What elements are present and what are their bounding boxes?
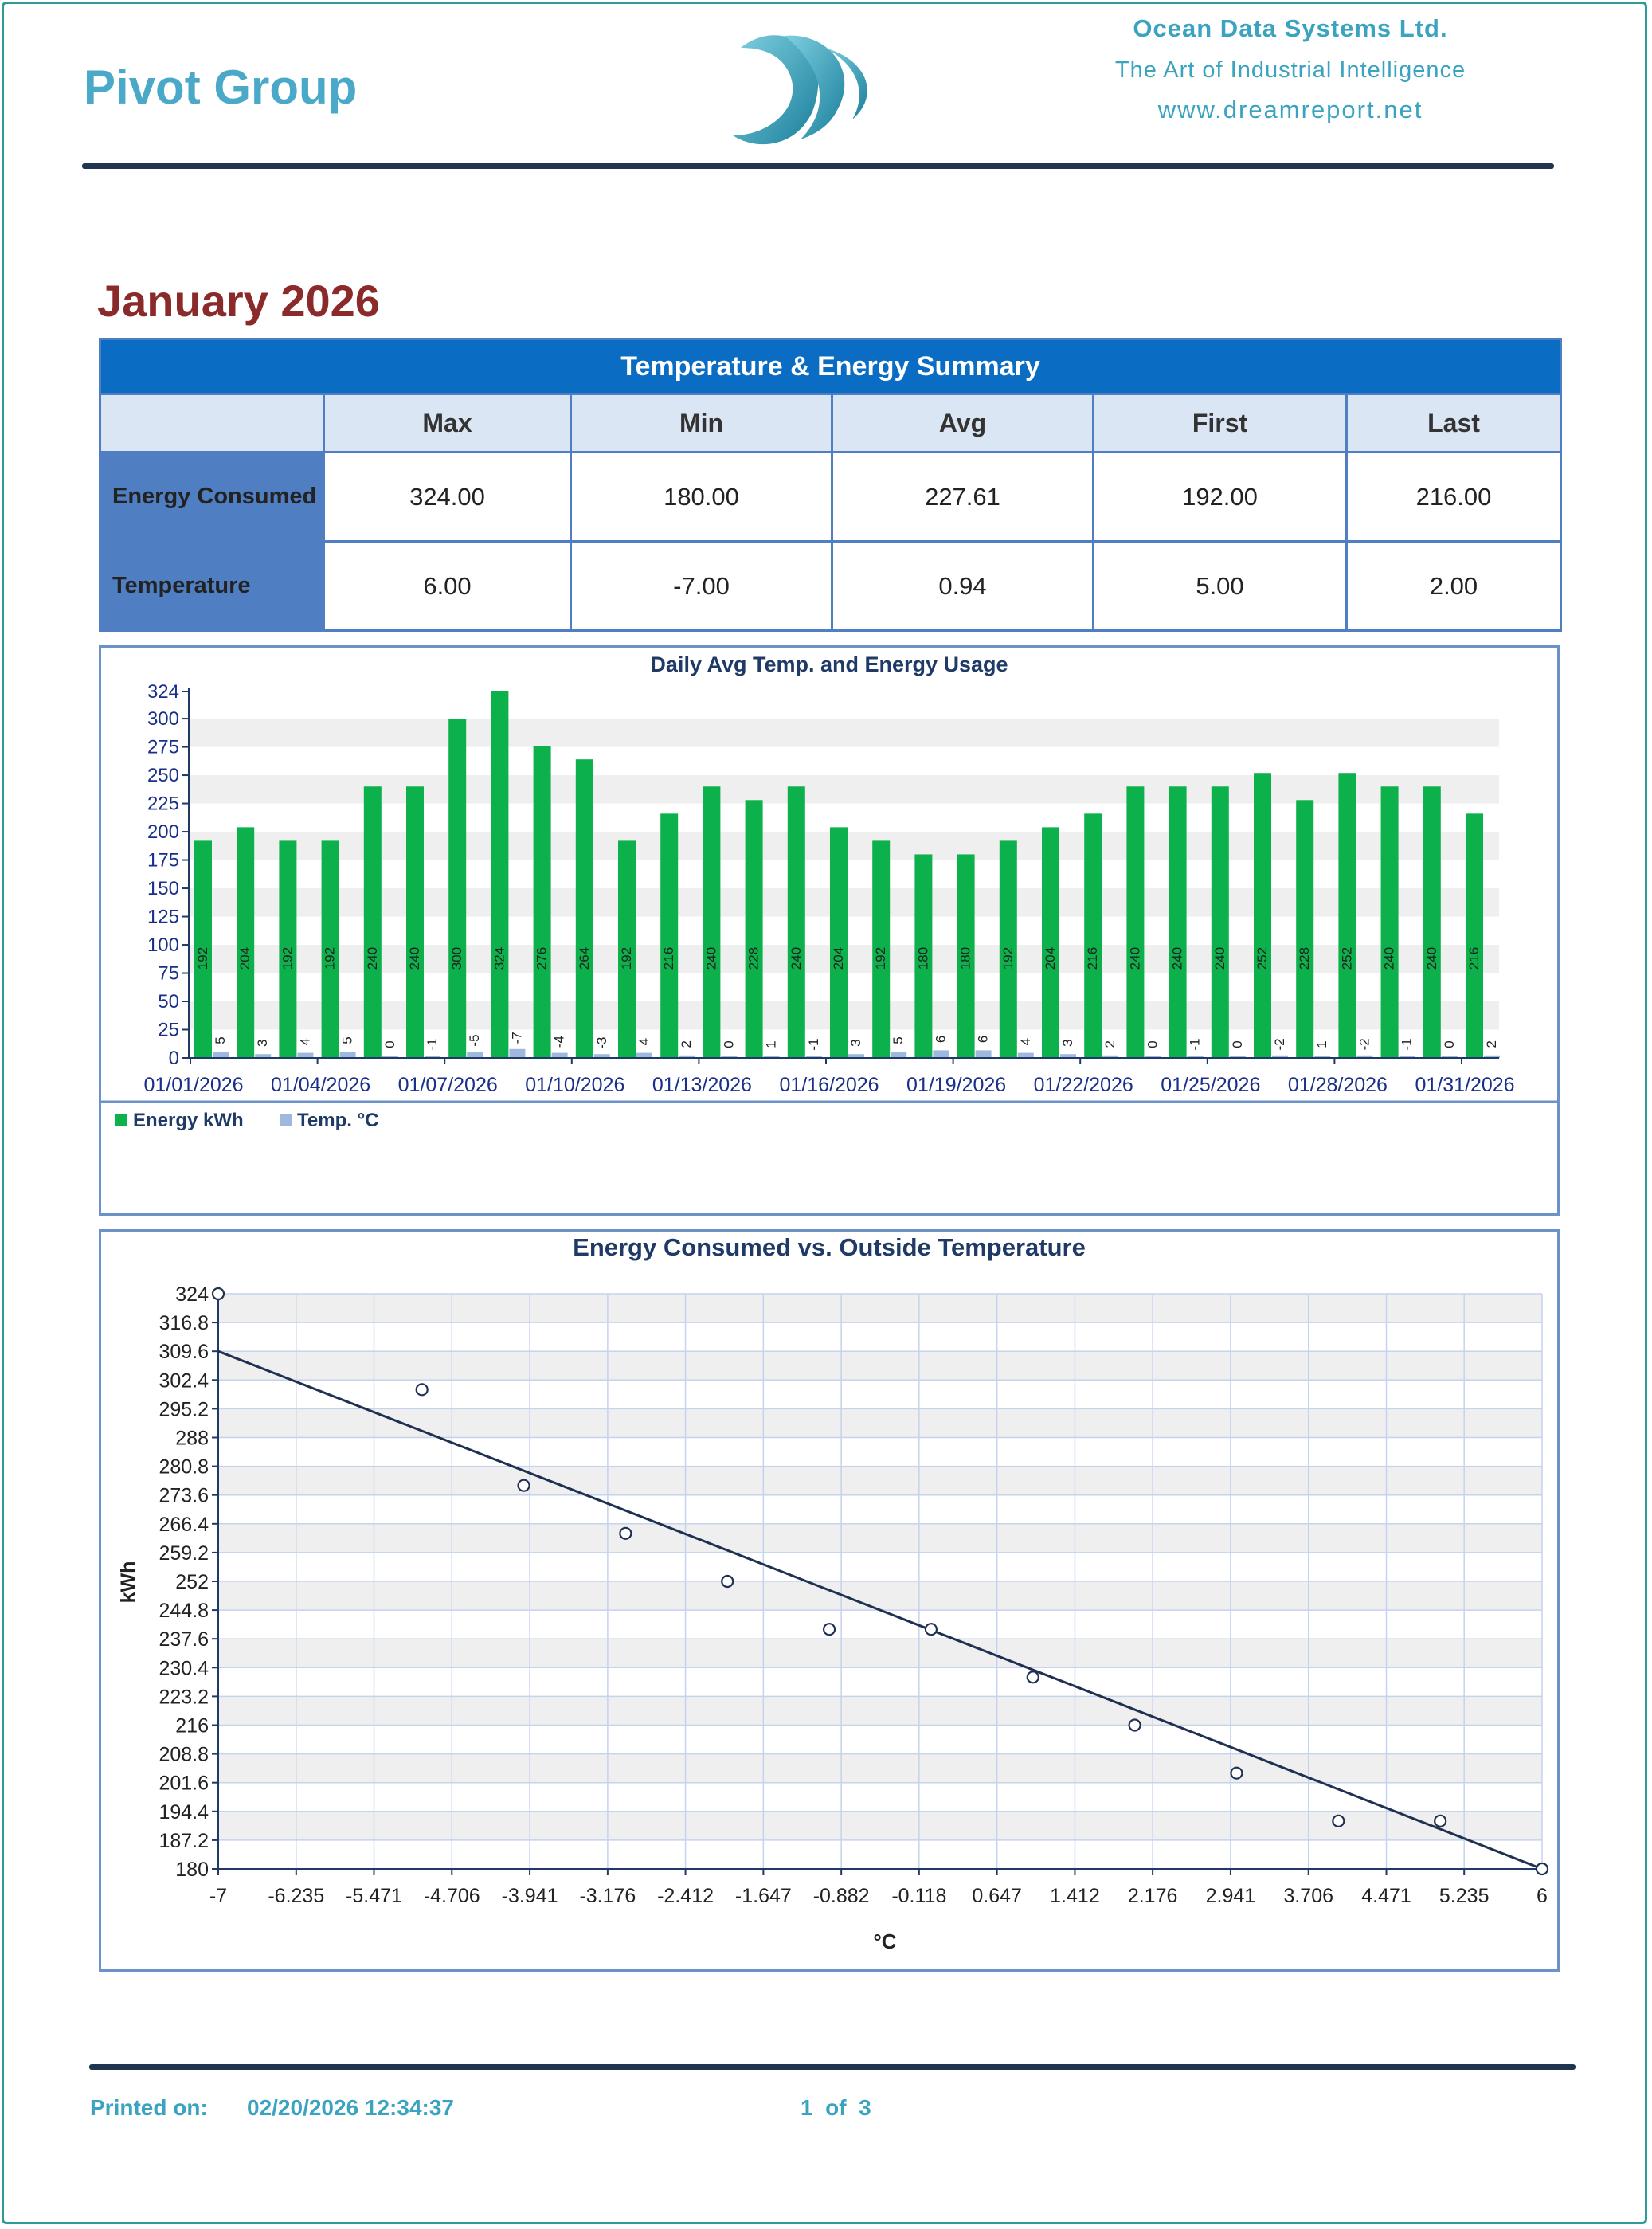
temp-bar [976, 1050, 992, 1058]
x-tick-label: 1.412 [1050, 1885, 1100, 1907]
energy-bar-label: 204 [1043, 946, 1058, 970]
y-tick-label: 266.4 [159, 1513, 209, 1536]
scatter-point [1333, 1816, 1344, 1827]
temp-bar-label: 3 [255, 1039, 271, 1047]
energy-bar [660, 813, 678, 1058]
cell-energy-last: 216.00 [1347, 452, 1561, 542]
scatter-chart-title: Energy Consumed vs. Outside Temperature [573, 1233, 1086, 1261]
cell-temp-min: -7.00 [571, 542, 832, 631]
scatter-chart [101, 1232, 1557, 1969]
x-tick-label: 01/19/2026 [906, 1074, 1007, 1096]
x-tick-label: -6.235 [268, 1885, 325, 1907]
y-tick-label: 273.6 [159, 1484, 209, 1507]
temp-bar [340, 1052, 356, 1058]
cell-energy-max: 324.00 [324, 452, 571, 542]
header-divider [82, 163, 1554, 169]
x-tick-label: 2.941 [1205, 1885, 1256, 1907]
grid-band [218, 1812, 1542, 1840]
x-tick-label: -3.941 [501, 1885, 558, 1907]
bar-chart-title: Daily Avg Temp. and Energy Usage [650, 652, 1008, 676]
y-tick-label: 244.8 [159, 1600, 209, 1623]
energy-bar-label: 240 [788, 946, 804, 970]
scatter-point [417, 1384, 428, 1395]
y-tick-label: 252 [175, 1571, 209, 1593]
bar-chart [101, 648, 1557, 1213]
x-axis-title: °C [873, 1929, 897, 1953]
cell-temp-first: 5.00 [1094, 542, 1347, 631]
y-tick-label: 50 [158, 991, 179, 1013]
temp-bar-label: 6 [975, 1035, 991, 1044]
y-tick-label: 316.8 [159, 1312, 209, 1335]
energy-bar-label: 192 [322, 946, 338, 970]
energy-bar [576, 759, 593, 1058]
y-tick-label: 275 [147, 736, 179, 758]
x-tick-label: 01/01/2026 [143, 1074, 244, 1096]
row-label-temperature: Temperature [100, 542, 324, 631]
y-tick-label: 200 [147, 821, 179, 844]
temp-bar [213, 1052, 229, 1058]
temp-bar-label: -1 [805, 1038, 821, 1051]
energy-bar-label: 192 [195, 946, 210, 970]
energy-bar-label: 228 [746, 946, 761, 970]
temp-bar [891, 1052, 906, 1058]
y-tick-label: 175 [147, 849, 179, 872]
energy-bar-label: 264 [576, 946, 592, 970]
grid-band [218, 1294, 1542, 1322]
temp-bar [933, 1050, 949, 1058]
temp-bar-label: 4 [297, 1037, 313, 1046]
y-axis-title: kWh [117, 1561, 139, 1604]
temp-bar-label: 0 [1441, 1040, 1457, 1048]
y-tick-label: 180 [175, 1859, 209, 1881]
temp-bar-label: 0 [382, 1040, 397, 1048]
x-tick-label: -2.412 [657, 1885, 714, 1907]
energy-bar [1381, 786, 1399, 1058]
scatter-point [1537, 1863, 1548, 1874]
x-tick-label: 01/25/2026 [1161, 1074, 1261, 1096]
energy-bar [364, 786, 382, 1058]
page-number: 1 of 3 [801, 2095, 871, 2120]
grid-band [189, 775, 1499, 803]
energy-bar-label: 252 [1339, 946, 1355, 970]
printed-label: Printed on: [90, 2095, 208, 2120]
summary-table [99, 338, 1562, 632]
temp-bar-label: 5 [339, 1036, 355, 1044]
y-tick-label: 302.4 [159, 1369, 209, 1393]
scatter-point [1028, 1671, 1039, 1683]
footer-divider [89, 2064, 1576, 2070]
energy-bar [1126, 786, 1144, 1058]
x-tick-label: 01/13/2026 [652, 1074, 752, 1096]
x-tick-label: -1.647 [734, 1885, 792, 1907]
temp-bar-label: 2 [1102, 1040, 1118, 1048]
energy-bar-label: 192 [280, 946, 296, 970]
energy-bar-label: 228 [1297, 946, 1313, 970]
energy-bar [534, 746, 551, 1058]
temp-bar-label: -1 [1399, 1038, 1415, 1051]
x-tick-label: -0.882 [812, 1885, 870, 1907]
energy-bar-label: 240 [1169, 946, 1185, 970]
grid-band [218, 1351, 1542, 1380]
scatter-point [620, 1528, 631, 1539]
energy-bar-label: 216 [1085, 946, 1101, 970]
x-tick-label: -4.706 [423, 1885, 480, 1907]
bar-chart-panel [99, 645, 1560, 1216]
temp-bar-label: -1 [1187, 1038, 1203, 1051]
legend-swatch-energy [115, 1114, 127, 1126]
energy-bar [830, 827, 848, 1058]
temp-bar-label: 2 [679, 1040, 695, 1048]
energy-bar [703, 786, 720, 1058]
table-row-energy [100, 452, 1561, 542]
y-tick-label: 237.6 [159, 1628, 209, 1651]
temp-bar-label: 0 [1229, 1040, 1245, 1048]
temp-bar-label: 6 [933, 1035, 949, 1044]
temp-bar-label: 5 [891, 1036, 906, 1044]
y-tick-label: 187.2 [159, 1829, 209, 1852]
printed-timestamp: 02/20/2026 12:34:37 [247, 2095, 454, 2120]
company-logo [709, 16, 884, 159]
vendor-name: Ocean Data Systems Ltd. [1133, 14, 1448, 42]
row-label-energy: Energy Consumed [100, 452, 324, 542]
energy-bar [1254, 773, 1271, 1058]
energy-bar-label: 204 [831, 946, 846, 970]
energy-bar [1338, 773, 1356, 1058]
legend-label-energy: Energy kWh [133, 1110, 244, 1131]
vendor-tagline: The Art of Industrial Intelligence [1114, 57, 1466, 83]
grid-band [218, 1581, 1542, 1610]
y-tick-label: 223.2 [159, 1686, 209, 1709]
y-tick-label: 201.6 [159, 1772, 209, 1795]
x-tick-label: 3.706 [1283, 1885, 1334, 1907]
scatter-point [926, 1624, 937, 1635]
y-tick-label: 288 [175, 1427, 209, 1450]
temp-bar-label: 3 [848, 1039, 863, 1047]
energy-bar-label: 192 [1000, 946, 1016, 970]
summary-corner [100, 394, 324, 452]
grid-band [218, 1639, 1542, 1667]
scatter-point [1231, 1768, 1242, 1779]
col-header-min: Min [571, 394, 832, 452]
scatter-point [213, 1288, 224, 1299]
cell-energy-first: 192.00 [1094, 452, 1347, 542]
scatter-point [722, 1576, 733, 1587]
energy-bar [1042, 827, 1059, 1058]
x-tick-label: 5.235 [1439, 1885, 1490, 1907]
x-tick-label: 01/31/2026 [1415, 1074, 1515, 1096]
energy-bar [448, 719, 466, 1058]
cell-energy-avg: 227.61 [832, 452, 1094, 542]
y-tick-label: 0 [168, 1048, 179, 1069]
col-header-max: Max [324, 394, 571, 452]
energy-bar-label: 300 [449, 946, 465, 970]
x-tick-label: 01/07/2026 [397, 1074, 498, 1096]
temp-bar-label: 0 [721, 1040, 737, 1048]
y-tick-label: 309.6 [159, 1341, 209, 1364]
temp-bar-label: 0 [1145, 1040, 1161, 1048]
y-tick-label: 208.8 [159, 1743, 209, 1766]
y-tick-label: 125 [147, 906, 179, 928]
y-tick-label: 216 [175, 1714, 209, 1737]
y-tick-label: 280.8 [159, 1455, 209, 1479]
temp-bar [509, 1049, 525, 1058]
cell-temp-max: 6.00 [324, 542, 571, 631]
energy-bar [1296, 800, 1313, 1058]
grid-band [218, 1696, 1542, 1725]
x-tick-label: 6 [1537, 1885, 1548, 1907]
temp-bar-label: 4 [636, 1037, 652, 1046]
company-name: Pivot Group [84, 61, 358, 114]
x-tick-label: 2.176 [1127, 1885, 1178, 1907]
temp-bar-label: -7 [509, 1032, 525, 1044]
y-tick-label: 295.2 [159, 1398, 209, 1421]
y-tick-label: 100 [147, 934, 179, 957]
y-tick-label: 194.4 [159, 1800, 209, 1824]
energy-bar [406, 786, 424, 1058]
energy-bar [237, 827, 254, 1058]
vendor-website[interactable]: www.dreamreport.net [1157, 96, 1423, 123]
grid-band [218, 1467, 1542, 1495]
energy-bar-label: 240 [703, 946, 719, 970]
temp-bar-label: -2 [1356, 1038, 1372, 1051]
y-tick-label: 225 [147, 793, 179, 815]
energy-bar [788, 786, 805, 1058]
cell-energy-min: 180.00 [571, 452, 832, 542]
scatter-point [824, 1624, 835, 1635]
y-tick-label: 300 [147, 708, 179, 731]
energy-bar-label: 240 [1381, 946, 1397, 970]
energy-bar [1169, 786, 1187, 1058]
energy-bar [1084, 813, 1102, 1058]
energy-bar [1466, 813, 1483, 1058]
report-title: January 2026 [97, 276, 380, 326]
energy-bar [491, 691, 508, 1058]
x-tick-label: 0.647 [972, 1885, 1022, 1907]
x-tick-label: -5.471 [346, 1885, 402, 1907]
temp-bar-label: 2 [1484, 1040, 1499, 1048]
energy-bar-label: 252 [1255, 946, 1270, 970]
x-tick-label: 01/28/2026 [1287, 1074, 1388, 1096]
energy-bar-label: 192 [873, 946, 889, 970]
temp-bar-label: -4 [551, 1036, 567, 1048]
grid-band [189, 719, 1499, 746]
x-tick-label: 01/10/2026 [525, 1074, 625, 1096]
temp-bar-label: 1 [763, 1040, 779, 1048]
energy-bar-label: 180 [957, 946, 973, 970]
energy-bar-label: 216 [1466, 946, 1482, 970]
col-header-first: First [1094, 394, 1347, 452]
x-tick-label: -3.176 [579, 1885, 636, 1907]
energy-bar [1423, 786, 1441, 1058]
energy-bar-label: 204 [237, 946, 253, 970]
energy-bar-label: 180 [915, 946, 931, 970]
y-tick-label: 324 [175, 1283, 209, 1306]
energy-bar-label: 216 [661, 946, 677, 970]
temp-bar-label: 4 [1017, 1037, 1033, 1046]
y-tick-label: 150 [147, 878, 179, 900]
cell-temp-avg: 0.94 [832, 542, 1094, 631]
cell-temp-last: 2.00 [1347, 542, 1561, 631]
energy-bar-label: 324 [491, 946, 507, 970]
col-header-last: Last [1347, 394, 1561, 452]
temp-bar-label: 1 [1314, 1040, 1330, 1048]
energy-bar [746, 800, 763, 1058]
x-tick-label: 01/04/2026 [271, 1074, 371, 1096]
grid-band [218, 1408, 1542, 1437]
scatter-point [1435, 1816, 1446, 1827]
x-tick-label: -0.118 [891, 1885, 947, 1907]
temp-bar [467, 1052, 483, 1058]
grid-band [218, 1754, 1542, 1783]
col-header-avg: Avg [832, 394, 1094, 452]
y-tick-label: 250 [147, 765, 179, 787]
y-tick-label: 25 [158, 1019, 179, 1041]
summary-caption: Temperature & Energy Summary [100, 339, 1561, 394]
legend-swatch-temp [280, 1114, 292, 1126]
y-tick-label: 324 [147, 681, 179, 703]
temp-bar-label: 5 [213, 1036, 228, 1044]
x-tick-label: -7 [209, 1885, 228, 1907]
temp-bar-label: -1 [425, 1038, 440, 1051]
energy-bar-label: 240 [1212, 946, 1227, 970]
temp-bar-label: -2 [1272, 1038, 1287, 1051]
legend-label-temp: Temp. °C [297, 1110, 379, 1131]
table-row-temperature [100, 542, 1561, 631]
temp-bar-label: -5 [467, 1034, 483, 1047]
energy-bar-label: 240 [407, 946, 422, 970]
grid-band [218, 1524, 1542, 1553]
energy-bar-label: 192 [619, 946, 634, 970]
temp-bar-label: 3 [1060, 1039, 1075, 1047]
x-tick-label: 4.471 [1361, 1885, 1411, 1907]
energy-bar-label: 276 [534, 946, 550, 970]
energy-bar-label: 240 [364, 946, 380, 970]
y-tick-label: 230.4 [159, 1657, 209, 1680]
x-tick-label: 01/22/2026 [1033, 1074, 1133, 1096]
x-tick-label: 01/16/2026 [779, 1074, 879, 1096]
temp-bar-label: -3 [593, 1036, 609, 1049]
scatter-point [1129, 1720, 1141, 1731]
y-tick-label: 75 [158, 962, 179, 985]
scatter-point [519, 1480, 530, 1491]
y-tick-label: 259.2 [159, 1541, 209, 1565]
energy-bar-label: 240 [1423, 946, 1439, 970]
energy-bar-label: 240 [1127, 946, 1143, 970]
energy-bar [1212, 786, 1229, 1058]
scatter-chart-panel [99, 1229, 1560, 1972]
